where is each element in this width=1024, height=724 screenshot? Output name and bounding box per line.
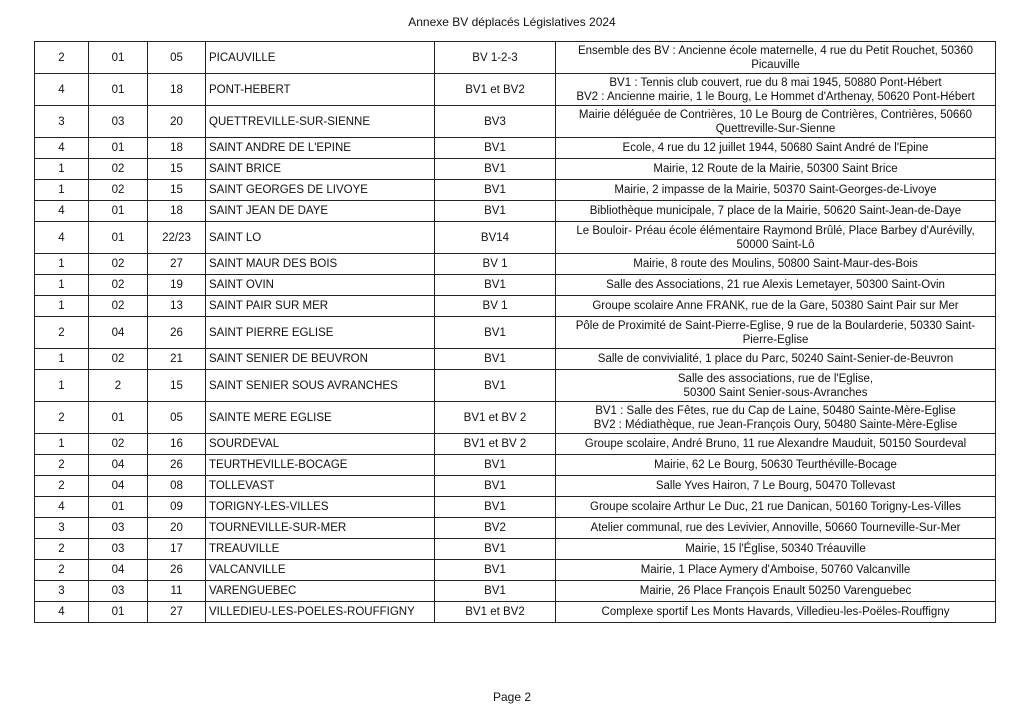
col-district-cell: 03 [89, 518, 148, 539]
bureau-vote-cell: BV1 et BV2 [435, 74, 556, 106]
col-number-cell: 2 [35, 560, 89, 581]
table-row [35, 254, 996, 275]
commune-name-cell: SAINT PIERRE EGLISE [206, 317, 435, 349]
col-canton-cell: 27 [148, 254, 206, 275]
col-canton-cell: 18 [148, 138, 206, 159]
new-location-address-cell: Mairie, 2 impasse de la Mairie, 50370 Saint-Georges-de-Livoye [556, 180, 996, 201]
new-location-address-cell: Salle de convivialité, 1 place du Parc, 50240 Saint-Senier-de-Beuvron [556, 349, 996, 370]
bureau-vote-cell: BV 1 [435, 254, 556, 275]
commune-name-cell: TORIGNY-LES-VILLES [206, 497, 435, 518]
table-row [35, 370, 996, 402]
col-canton-cell: 13 [148, 296, 206, 317]
commune-name-cell: SAINT PAIR SUR MER [206, 296, 435, 317]
bureau-vote-cell: BV1 et BV 2 [435, 402, 556, 434]
table-row [35, 42, 996, 74]
commune-name-cell: PICAUVILLE [206, 42, 435, 74]
new-location-address-cell: Ensemble des BV : Ancienne école maternelle, 4 rue du Petit Rouchet, 50360 Picauville [556, 42, 996, 74]
col-canton-cell: 21 [148, 349, 206, 370]
col-district-cell: 02 [89, 349, 148, 370]
col-number-cell: 3 [35, 518, 89, 539]
col-number-cell: 1 [35, 180, 89, 201]
col-canton-cell: 20 [148, 106, 206, 138]
table-row [35, 518, 996, 539]
col-canton-cell: 15 [148, 370, 206, 402]
col-number-cell: 1 [35, 275, 89, 296]
bureau-vote-cell: BV1 [435, 497, 556, 518]
table-row [35, 159, 996, 180]
new-location-address-cell: Atelier communal, rue des Levivier, Annoville, 50660 Tourneville-Sur-Mer [556, 518, 996, 539]
commune-name-cell: VILLEDIEU-LES-POELES-ROUFFIGNY [206, 602, 435, 623]
bureau-vote-cell: BV1 [435, 138, 556, 159]
new-location-address-cell: Mairie, 1 Place Aymery d'Amboise, 50760 Valcanville [556, 560, 996, 581]
new-location-address-cell: BV1 : Salle des Fêtes, rue du Cap de Laine, 50480 Sainte-Mère-Eglise BV2 : Médiathèque, rue Jean-François Oury, 50480 Sainte-Mère-Eglise [556, 402, 996, 434]
col-canton-cell: 05 [148, 42, 206, 74]
col-number-cell: 2 [35, 402, 89, 434]
commune-name-cell: SAINT SENIER DE BEUVRON [206, 349, 435, 370]
col-district-cell: 02 [89, 434, 148, 455]
col-canton-cell: 08 [148, 476, 206, 497]
table-row [35, 434, 996, 455]
col-district-cell: 2 [89, 370, 148, 402]
col-canton-cell: 19 [148, 275, 206, 296]
col-canton-cell: 18 [148, 201, 206, 222]
bureau-vote-cell: BV1 [435, 201, 556, 222]
col-number-cell: 4 [35, 138, 89, 159]
commune-name-cell: SAINTE MERE EGLISE [206, 402, 435, 434]
bureau-vote-cell: BV 1-2-3 [435, 42, 556, 74]
bureau-vote-cell: BV 1 [435, 296, 556, 317]
col-number-cell: 2 [35, 455, 89, 476]
table-row [35, 560, 996, 581]
col-district-cell: 01 [89, 42, 148, 74]
bureau-vote-cell: BV1 [435, 581, 556, 602]
commune-name-cell: SAINT ANDRE DE L'EPINE [206, 138, 435, 159]
col-number-cell: 3 [35, 106, 89, 138]
bureau-vote-cell: BV1 [435, 455, 556, 476]
col-number-cell: 1 [35, 296, 89, 317]
page-title: Annexe BV déplacés Législatives 2024 [408, 15, 616, 29]
col-canton-cell: 22/23 [148, 222, 206, 254]
table-row [35, 455, 996, 476]
col-district-cell: 02 [89, 296, 148, 317]
bureau-vote-cell: BV1 [435, 560, 556, 581]
col-number-cell: 4 [35, 74, 89, 106]
new-location-address-cell: Ecole, 4 rue du 12 juillet 1944, 50680 Saint André de l'Epine [556, 138, 996, 159]
new-location-address-cell: Mairie, 26 Place François Enault 50250 Varenguebec [556, 581, 996, 602]
col-district-cell: 03 [89, 581, 148, 602]
commune-name-cell: SAINT LO [206, 222, 435, 254]
col-district-cell: 04 [89, 455, 148, 476]
new-location-address-cell: Groupe scolaire Anne FRANK, rue de la Gare, 50380 Saint Pair sur Mer [556, 296, 996, 317]
bureau-vote-cell: BV1 [435, 317, 556, 349]
new-location-address-cell: Complexe sportif Les Monts Havards, Villedieu-les-Poëles-Rouffigny [556, 602, 996, 623]
table-row [35, 275, 996, 296]
new-location-address-cell: Groupe scolaire, André Bruno, 11 rue Alexandre Mauduit, 50150 Sourdeval [556, 434, 996, 455]
col-district-cell: 04 [89, 317, 148, 349]
table-row [35, 74, 996, 106]
col-number-cell: 2 [35, 42, 89, 74]
col-district-cell: 03 [89, 106, 148, 138]
bureau-vote-cell: BV3 [435, 106, 556, 138]
bureau-vote-cell: BV1 et BV 2 [435, 434, 556, 455]
table-row [35, 497, 996, 518]
commune-name-cell: VALCANVILLE [206, 560, 435, 581]
col-number-cell: 1 [35, 254, 89, 275]
col-canton-cell: 11 [148, 581, 206, 602]
bureau-vote-cell: BV1 [435, 275, 556, 296]
commune-name-cell: SAINT JEAN DE DAYE [206, 201, 435, 222]
commune-name-cell: QUETTREVILLE-SUR-SIENNE [206, 106, 435, 138]
col-canton-cell: 27 [148, 602, 206, 623]
new-location-address-cell: Mairie, 8 route des Moulins, 50800 Saint-Maur-des-Bois [556, 254, 996, 275]
col-canton-cell: 16 [148, 434, 206, 455]
col-canton-cell: 26 [148, 455, 206, 476]
table-row [35, 222, 996, 254]
polling-stations-table [34, 41, 996, 623]
bureau-vote-cell: BV1 [435, 539, 556, 560]
col-district-cell: 01 [89, 222, 148, 254]
commune-name-cell: TEURTHEVILLE-BOCAGE [206, 455, 435, 476]
table-row [35, 476, 996, 497]
bureau-vote-cell: BV1 [435, 370, 556, 402]
bureau-vote-cell: BV1 [435, 476, 556, 497]
commune-name-cell: TREAUVILLE [206, 539, 435, 560]
table-row [35, 349, 996, 370]
bureau-vote-cell: BV14 [435, 222, 556, 254]
table-row [35, 106, 996, 138]
commune-name-cell: SAINT MAUR DES BOIS [206, 254, 435, 275]
col-canton-cell: 09 [148, 497, 206, 518]
new-location-address-cell: Groupe scolaire Arthur Le Duc, 21 rue Danican, 50160 Torigny-Les-Villes [556, 497, 996, 518]
table-row [35, 296, 996, 317]
commune-name-cell: PONT-HEBERT [206, 74, 435, 106]
new-location-address-cell: Salle des associations, rue de l'Eglise, 50300 Saint Senier-sous-Avranches [556, 370, 996, 402]
table-row [35, 581, 996, 602]
bureau-vote-cell: BV1 [435, 349, 556, 370]
new-location-address-cell: Salle des Associations, 21 rue Alexis Lemetayer, 50300 Saint-Ovin [556, 275, 996, 296]
new-location-address-cell: Le Bouloir- Préau école élémentaire Raymond Brûlé, Place Barbey d'Aurévilly, 50000 Saint-Lô [556, 222, 996, 254]
bureau-vote-cell: BV2 [435, 518, 556, 539]
col-number-cell: 4 [35, 222, 89, 254]
col-district-cell: 01 [89, 201, 148, 222]
table-row [35, 402, 996, 434]
col-district-cell: 02 [89, 180, 148, 201]
new-location-address-cell: Salle Yves Hairon, 7 Le Bourg, 50470 Tollevast [556, 476, 996, 497]
table-body [35, 42, 996, 623]
col-canton-cell: 26 [148, 560, 206, 581]
commune-name-cell: SAINT OVIN [206, 275, 435, 296]
new-location-address-cell: Mairie, 12 Route de la Mairie, 50300 Saint Brice [556, 159, 996, 180]
col-district-cell: 02 [89, 275, 148, 296]
col-district-cell: 01 [89, 497, 148, 518]
bureau-vote-cell: BV1 et BV2 [435, 602, 556, 623]
table-row [35, 138, 996, 159]
table-row [35, 539, 996, 560]
col-district-cell: 01 [89, 402, 148, 434]
new-location-address-cell: Bibliothèque municipale, 7 place de la Mairie, 50620 Saint-Jean-de-Daye [556, 201, 996, 222]
commune-name-cell: TOLLEVAST [206, 476, 435, 497]
new-location-address-cell: Mairie déléguée de Contrières, 10 Le Bourg de Contrières, Contrières, 50660 Quettreville-Sur-Sienne [556, 106, 996, 138]
table-row [35, 602, 996, 623]
col-canton-cell: 05 [148, 402, 206, 434]
commune-name-cell: VARENGUEBEC [206, 581, 435, 602]
col-number-cell: 1 [35, 434, 89, 455]
col-district-cell: 03 [89, 539, 148, 560]
page-number: Page 2 [492, 690, 532, 704]
col-number-cell: 3 [35, 581, 89, 602]
new-location-address-cell: BV1 : Tennis club couvert, rue du 8 mai 1945, 50880 Pont-Hébert BV2 : Ancienne mairie, 1 le Bourg, Le Hommet d'Arthenay, 50620 Pont-Hébert [556, 74, 996, 106]
col-canton-cell: 15 [148, 180, 206, 201]
table-row [35, 317, 996, 349]
col-number-cell: 4 [35, 497, 89, 518]
col-district-cell: 01 [89, 602, 148, 623]
bureau-vote-cell: BV1 [435, 159, 556, 180]
bureau-vote-cell: BV1 [435, 180, 556, 201]
table-row [35, 180, 996, 201]
col-number-cell: 4 [35, 602, 89, 623]
commune-name-cell: SAINT GEORGES DE LIVOYE [206, 180, 435, 201]
commune-name-cell: SOURDEVAL [206, 434, 435, 455]
col-number-cell: 2 [35, 539, 89, 560]
col-district-cell: 01 [89, 74, 148, 106]
col-number-cell: 1 [35, 159, 89, 180]
commune-name-cell: TOURNEVILLE-SUR-MER [206, 518, 435, 539]
col-number-cell: 1 [35, 349, 89, 370]
new-location-address-cell: Pôle de Proximité de Saint-Pierre-Eglise, 9 rue de la Boularderie, 50330 Saint- Pierre-Eglise [556, 317, 996, 349]
table-row [35, 201, 996, 222]
col-number-cell: 4 [35, 201, 89, 222]
col-district-cell: 04 [89, 560, 148, 581]
commune-name-cell: SAINT SENIER SOUS AVRANCHES [206, 370, 435, 402]
col-district-cell: 01 [89, 138, 148, 159]
col-canton-cell: 18 [148, 74, 206, 106]
col-number-cell: 2 [35, 476, 89, 497]
new-location-address-cell: Mairie, 62 Le Bourg, 50630 Teurthéville-Bocage [556, 455, 996, 476]
col-district-cell: 02 [89, 159, 148, 180]
col-canton-cell: 17 [148, 539, 206, 560]
commune-name-cell: SAINT BRICE [206, 159, 435, 180]
col-canton-cell: 20 [148, 518, 206, 539]
col-district-cell: 04 [89, 476, 148, 497]
col-number-cell: 1 [35, 370, 89, 402]
col-canton-cell: 26 [148, 317, 206, 349]
col-number-cell: 2 [35, 317, 89, 349]
col-district-cell: 02 [89, 254, 148, 275]
col-canton-cell: 15 [148, 159, 206, 180]
new-location-address-cell: Mairie, 15 l'Église, 50340 Tréauville [556, 539, 996, 560]
